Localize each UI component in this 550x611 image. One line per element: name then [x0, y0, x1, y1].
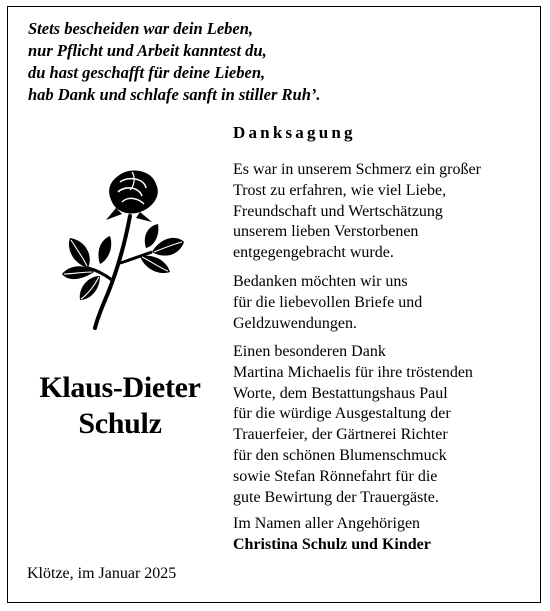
memorial-poem: [28, 18, 321, 106]
text-line: Worte, dem Bestattungshaus Paul: [233, 384, 448, 402]
text-line: sowie Stefan Rönnefahrt für die: [233, 467, 438, 485]
notice-heading: Danksagung: [233, 123, 356, 142]
rose-icon: [60, 168, 190, 333]
text-line: unserem lieben Verstorbenen: [233, 223, 419, 241]
text-line: Bedanken möchten wir uns: [233, 273, 408, 290]
deceased-last-name: Schulz: [78, 407, 162, 440]
place-date: Klötze, im Januar 2025: [27, 565, 177, 582]
text-line: gute Bewirtung der Trauergäste.: [233, 488, 439, 506]
text-line: Es war in unserem Schmerz ein großer: [233, 161, 481, 178]
text-line: für den schönen Blumenschmuck: [233, 446, 447, 464]
poem-line: du hast geschafft für deine Lieben,: [28, 63, 266, 82]
poem-line: nur Pflicht und Arbeit kanntest du,: [28, 41, 267, 60]
text-line: Trost zu erfahren, wie viel Liebe,: [233, 181, 447, 199]
text-line: Einen besonderen Dank: [233, 343, 386, 360]
poem-line: Stets bescheiden war dein Leben,: [28, 19, 254, 38]
text-line: entgegengebracht wurde.: [233, 244, 394, 262]
text-line: Freundschaft und Wertschätzung: [233, 202, 443, 220]
thanks-paragraph-2: [233, 272, 422, 334]
poem-line: hab Dank und schlafe sanft in stiller Ruh’.: [28, 85, 321, 104]
thanks-paragraph-3: [233, 342, 473, 508]
closing-signature: [233, 514, 431, 556]
text-line: Geldzuwendungen.: [233, 314, 357, 332]
text-line: Martina Michaelis für ihre tröstenden: [233, 363, 473, 381]
signatories: Christina Schulz und Kinder: [233, 535, 431, 553]
text-line: Trauerfeier, der Gärtnerei Richter: [233, 426, 448, 444]
closing-line: Im Namen aller Angehörigen: [233, 515, 421, 532]
text-line: für die würdige Ausgestaltung der: [233, 405, 451, 423]
text-line: für die liebevollen Briefe und: [233, 293, 423, 311]
deceased-name: [16, 370, 224, 442]
thanks-paragraph-1: [233, 160, 481, 264]
deceased-first-name: Klaus-Dieter: [39, 371, 201, 404]
